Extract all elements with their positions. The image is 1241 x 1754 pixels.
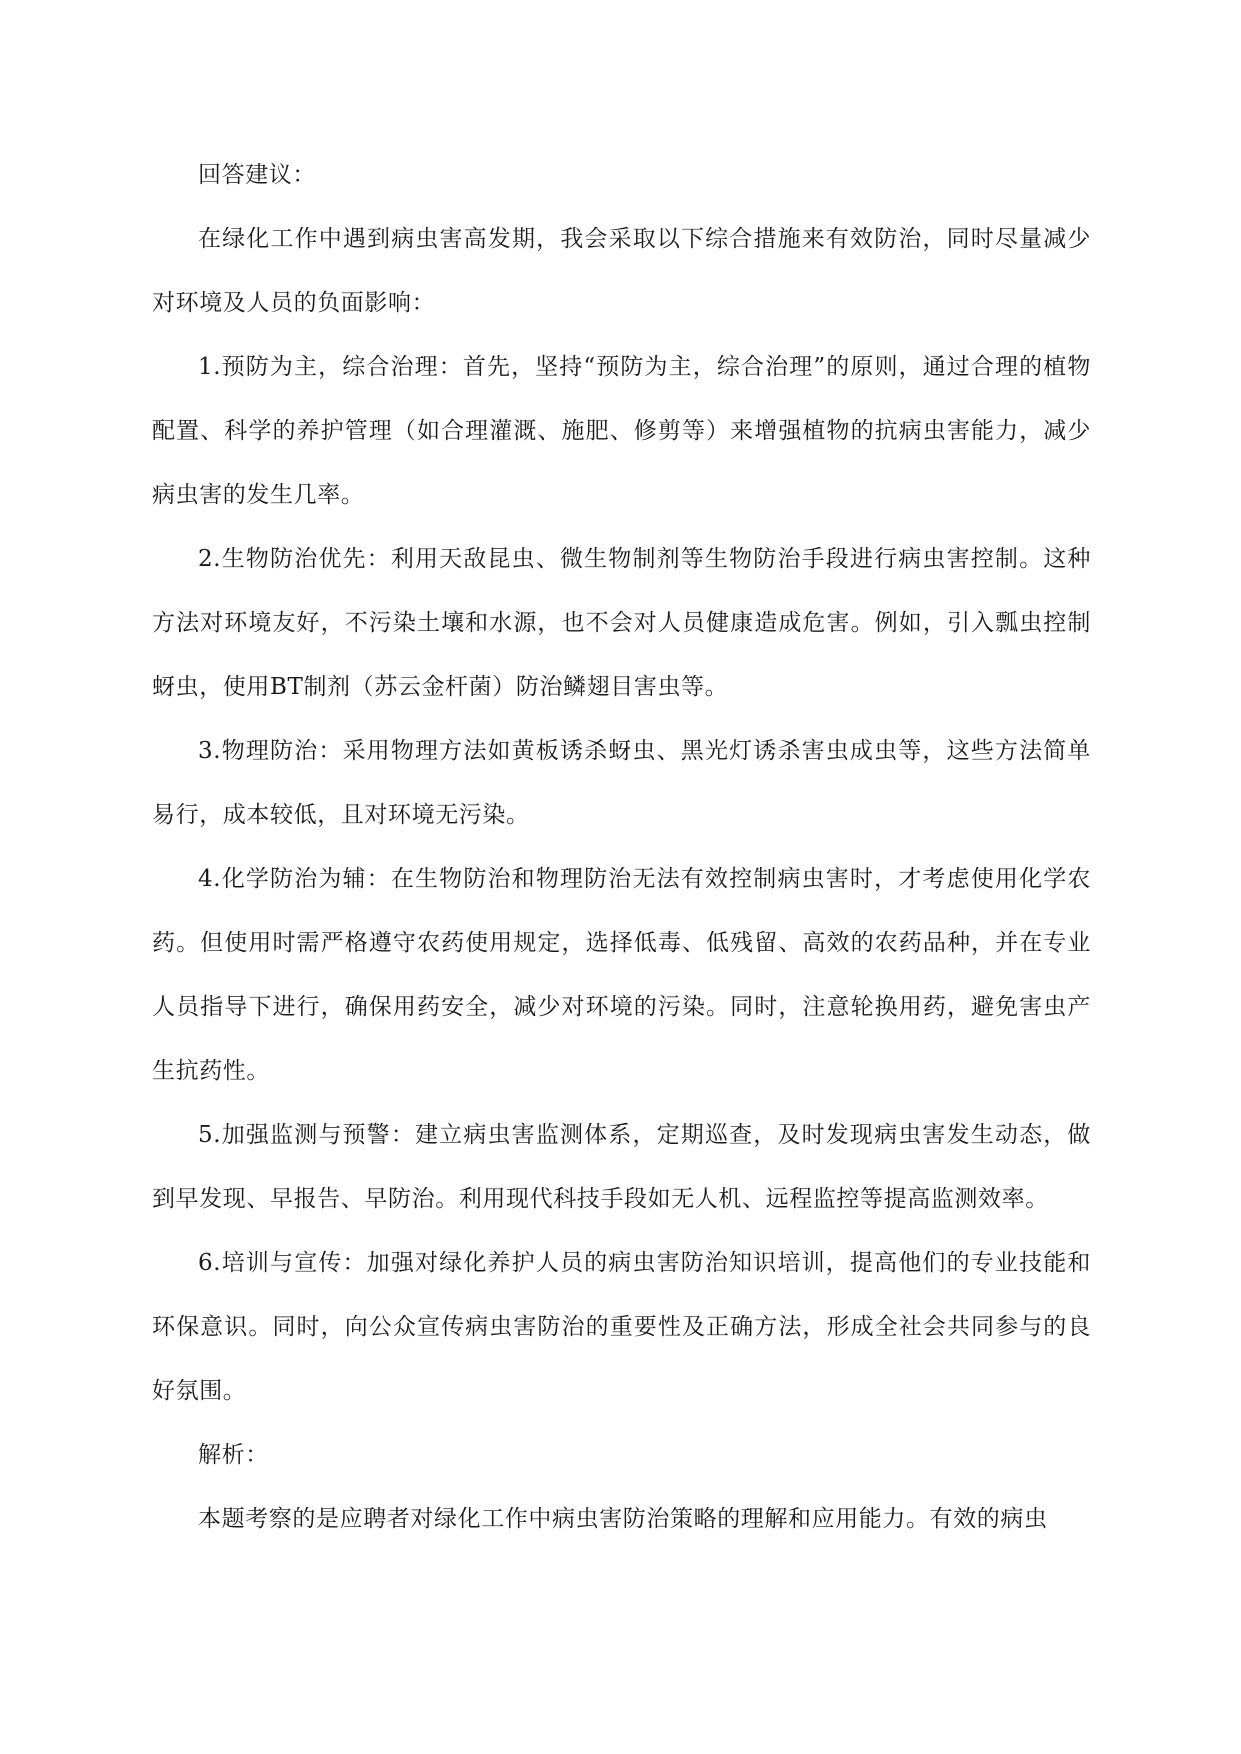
measure-3-paragraph: 3.物理防治：采用物理方法如黄板诱杀蚜虫、黑光灯诱杀害虫成虫等，这些方法简单易行，成本较低，且对环境无污染。 (152, 738, 1091, 828)
measure-4-paragraph: 4.化学防治为辅：在生物防治和物理防治无法有效控制病虫害时，才考虑使用化学农药。但使用时需严格遵守农药使用规定，选择低毒、低残留、高效的农药品种，并在专业人员指导下进行，确保用药安全，减少对环境的污染。同时，注意轮换用药，避免害虫产生抗药性。 (152, 866, 1091, 1084)
intro-paragraph: 在绿化工作中遇到病虫害高发期，我会采取以下综合措施来有效防治，同时尽量减少对环境及人员的负面影响： (152, 226, 1091, 316)
measure-5-paragraph: 5.加强监测与预警：建立病虫害监测体系，定期巡查，及时发现病虫害发生动态，做到早发现、早报告、早防治。利用现代科技手段如无人机、远程监控等提高监测效率。 (152, 1122, 1091, 1212)
measure-2-paragraph: 2.生物防治优先：利用天敌昆虫、微生物制剂等生物防治手段进行病虫害控制。这种方法对环境友好，不污染土壤和水源，也不会对人员健康造成危害。例如，引入瓢虫控制蚜虫，使用BT制剂（苏云金杆菌）防治鳞翅目害虫等。 (152, 546, 1091, 700)
measure-6-paragraph: 6.培训与宣传：加强对绿化养护人员的病虫害防治知识培训，提高他们的专业技能和环保意识。同时，向公众宣传病虫害防治的重要性及正确方法，形成全社会共同参与的良好氛围。 (152, 1250, 1091, 1404)
analysis-heading: 解析： (198, 1442, 269, 1468)
measure-1-paragraph: 1.预防为主，综合治理：首先，坚持“预防为主，综合治理”的原则，通过合理的植物配置、科学的养护管理（如合理灌溉、施肥、修剪等）来增强植物的抗病虫害能力，减少病虫害的发生几率。 (152, 354, 1091, 508)
document-page (152, 143, 1091, 1551)
answer-heading: 回答建议： (198, 162, 316, 188)
analysis-paragraph: 本题考察的是应聘者对绿化工作中病虫害防治策略的理解和应用能力。有效的病虫 (198, 1506, 1048, 1532)
